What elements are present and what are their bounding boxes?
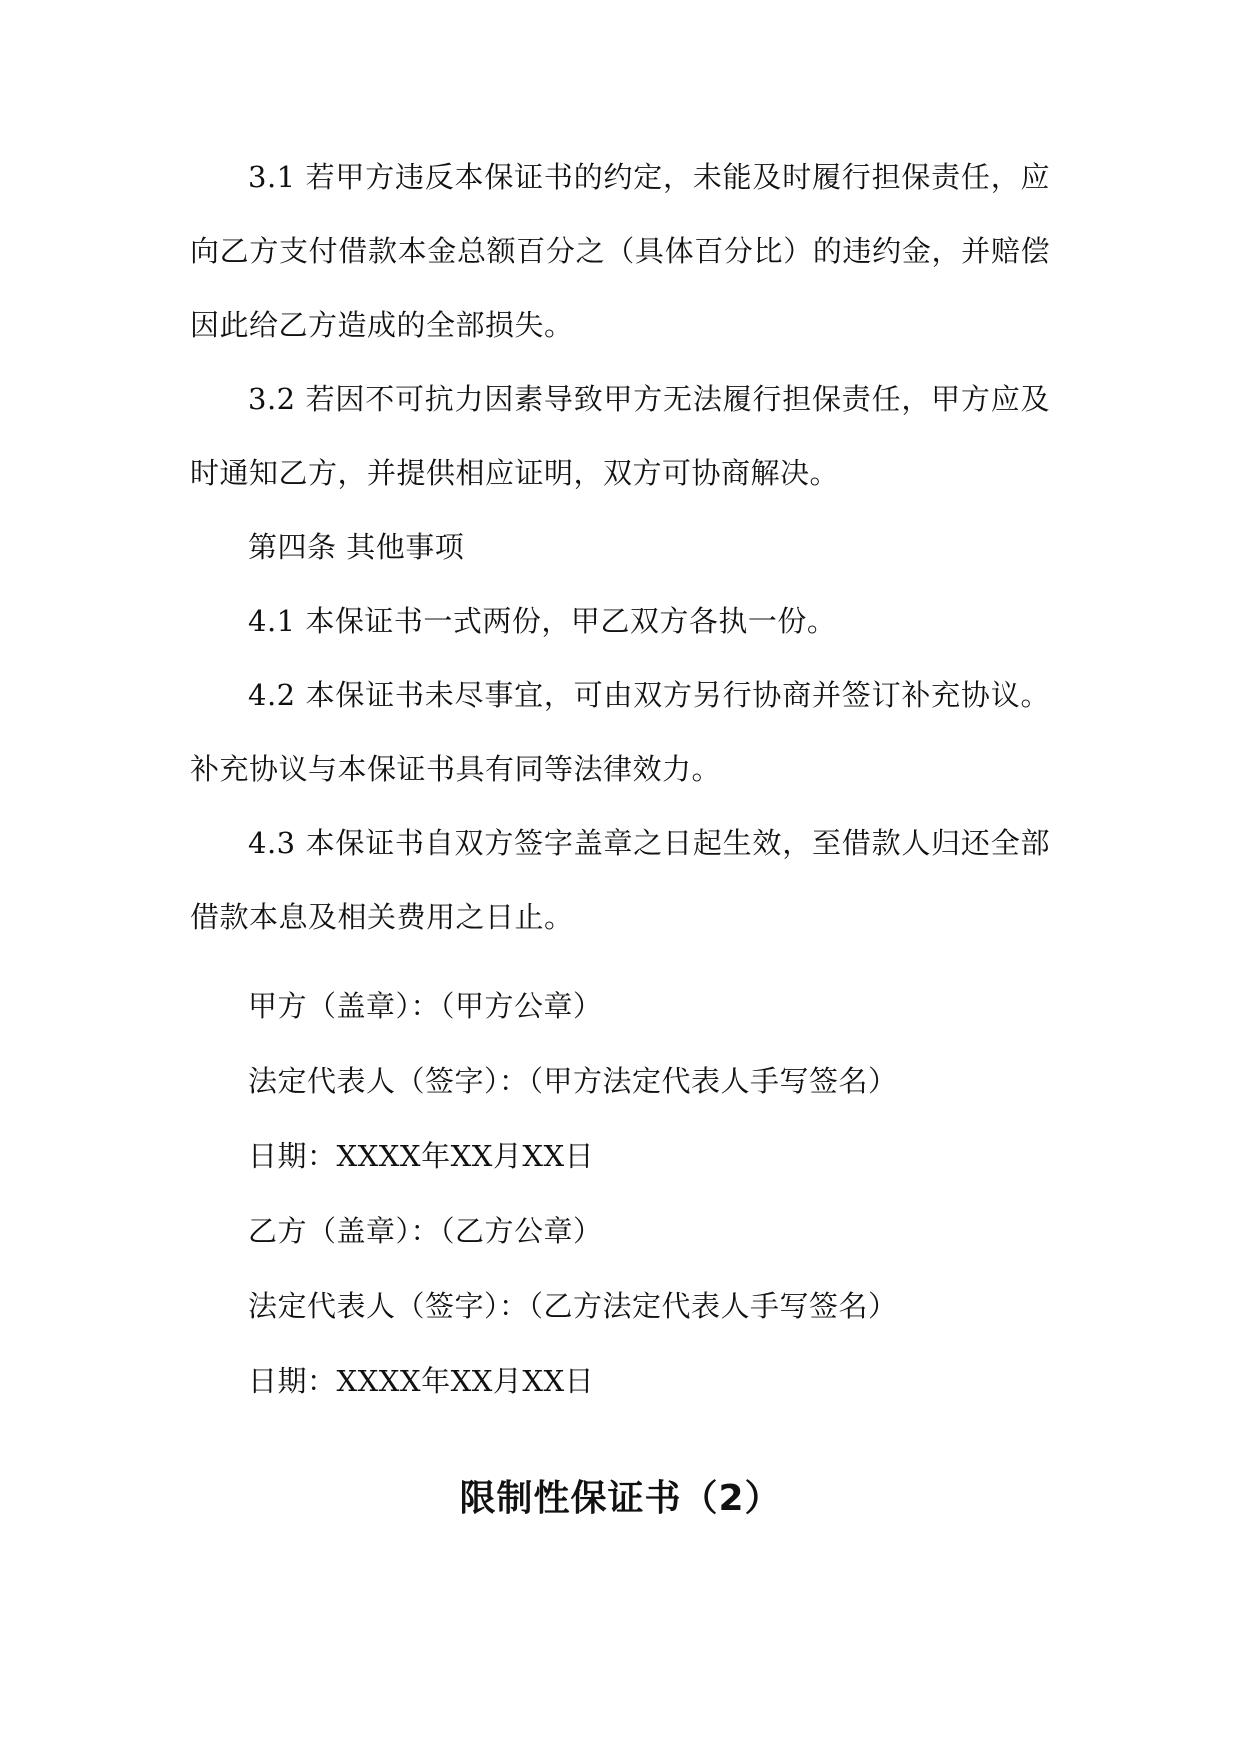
signature-block [190,969,1050,1419]
clause-4-1: 4.1 本保证书一式两份，甲乙双方各执一份。 [248,604,837,638]
party-a-date: 日期：XXXX年XX月XX日 [248,1139,595,1173]
party-b-seal: 乙方（盖章）：（乙方公章） [248,1214,603,1248]
clause-3-1: 3.1 若甲方违反本保证书的约定，未能及时履行担保责任，应向乙方支付借款本金总额百分之（具体百分比）的违约金，并赔偿因此给乙方造成的全部损失。 [190,160,1050,342]
section-heading-article-4: 第四条 其他事项 [248,530,465,564]
party-a-seal: 甲方（盖章）：（甲方公章） [248,989,603,1023]
clause-4-3: 4.3 本保证书自双方签字盖章之日起生效，至借款人归还全部借款本息及相关费用之日止。 [190,826,1050,934]
document-body [190,140,1050,954]
party-b-representative: 法定代表人（签字）：（乙方法定代表人手写签名） [248,1289,898,1323]
next-document-title: 限制性保证书（2） [459,1478,782,1519]
party-b-date: 日期：XXXX年XX月XX日 [248,1364,595,1398]
party-a-representative: 法定代表人（签字）：（甲方法定代表人手写签名） [248,1064,898,1098]
clause-4-2: 4.2 本保证书未尽事宜，可由双方另行协商并签订补充协议。补充协议与本保证书具有同等法律效力。 [190,678,1050,786]
clause-3-2: 3.2 若因不可抗力因素导致甲方无法履行担保责任，甲方应及时通知乙方，并提供相应证明，双方可协商解决。 [190,382,1050,490]
